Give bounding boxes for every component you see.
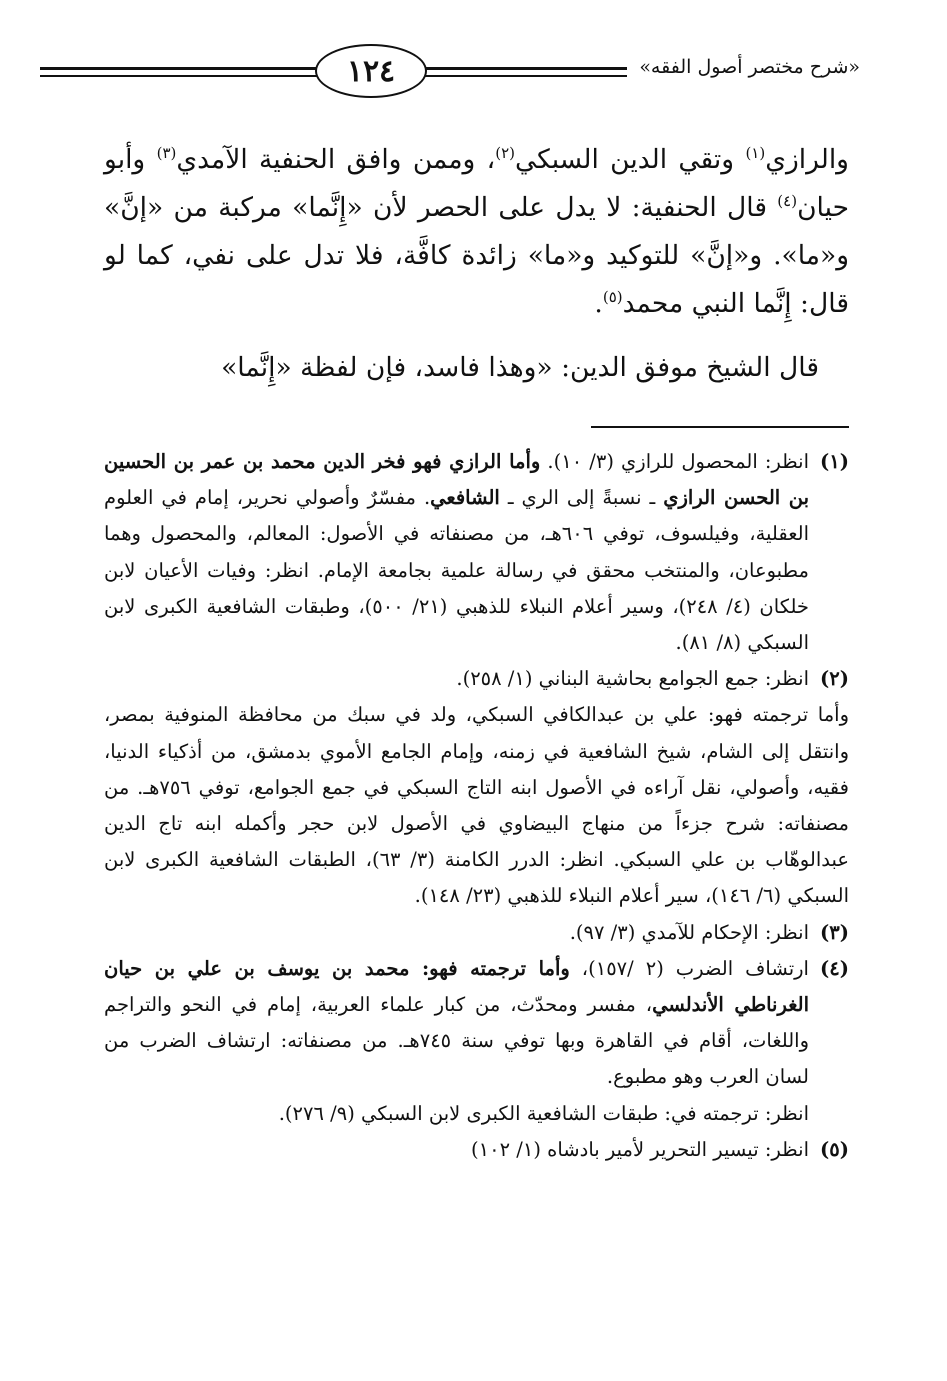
footnote-2 [104,661,849,914]
main-paragraph [104,136,849,328]
footnote-text: انظر: جمع الجوامع بحاشية البناني (١/ ٢٥٨). [456,667,809,691]
main-text [104,136,849,392]
footnote-text: انظر: ترجمته في: طبقات الشافعية الكبرى لابن السبكي (٩/ ٢٧٦). [278,1101,809,1125]
bold-name: وأما ترجمته فهو: [409,956,570,980]
footnote-text: ارتشاف الضرب (٢ /١٥٧)، وأما ترجمته فهو: محمد بن يوسف بن علي بن حيان الغرناطي الأندلسي، مفسر ومحدّث، من كبار علماء العربية، إمام في النحو والتراجم واللغات، أقام في القاهرة وبها توفي سنة ٧٤٥هـ. من مصنفاته: ارتشاف الضرب من لسان العرب وهو مطبوع. [104,956,809,1089]
page-header [40,40,860,100]
footnote-number: (١) [820,450,849,473]
footnote-3 [104,915,849,951]
footnote-ref: (٤) [777,192,798,211]
footnote-number: (٤) [820,956,849,980]
footnote-5 [104,1132,849,1168]
footnote-text: انظر: الإحكام للآمدي (٣/ ٩٧). [569,920,809,944]
footnote-text: انظر: تيسير التحرير لأمير بادشاه (١/ ١٠٢) [471,1137,809,1161]
text-run: وتقي الدين السبكي [515,144,746,175]
footnote-1 [104,444,849,661]
footnote-number: (٥) [820,1137,849,1161]
footnote-text: انظر: المحصول للرازي (٣/ ١٠). وأما الرازي فهو فخر الدين محمد بن عمر بن الحسين بن الحسن الرازي ـ نسبةً إلى الري ـ الشافعي. مفسّرٌ وأصولي نحرير، إمام في العلوم العقلية، وفيلسوف، توفي ٦٠٦هـ، من مصنفاته في الأصول: المعالم، والمحصول وهما مطبوعان، والمنتخب محقق في رسالة علمية بجامعة الإمام. انظر: وفيات الأعيان لابن خلكان (٤/ ٢٤٨)، وسير أعلام النبلاء للذهبي (٢١/ ٥٠٠)، وطبقات الشافعية الكبرى لابن السبكي (٨/ ٨١). [104,450,810,655]
footnote-ref: (٢) [495,144,516,163]
bold-name: وأما الرازي فهو فخر الدين محمد بن عمر بن الحسين بن الحسن الرازي [104,450,809,510]
footnote-ref: (١) [745,144,766,163]
footnote-text: وأما ترجمته فهو: علي بن عبدالكافي السبكي، ولد في سبك من محافظة المنوفية بمصر، وانتقل إلى الشام، شيخ الشافعية في زمنه، وإمام الجامع الأموي بدمشق، من أذكياء الدنيا، فقيه، وأصولي، نقل آراءه في الأصول ابنه التاج السبكي في جمع الجوامع، توفي ٧٥٦هـ. من مصنفاته: شرح جزءاً من منهاج البيضاوي في الأصول لابن حجر وأكمله ابنه تاج الدين عبدالوهّاب بن علي السبكي. انظر: الدرر الكامنة (٣/ ٦٣)، الطبقات الشافعية الكبرى لابن السبكي (٦/ ١٤٦)، سير أعلام النبلاء للذهبي (٢٣/ ١٤٨). [104,703,849,908]
footnote-ref: (٥) [602,288,623,307]
text-run: قال الحنفية: لا يدل على الحصر لأن «إِنَّما» مركبة من «إنَّ» و«ما». و«إنَّ» للتوكيد و«ما» زائدة كافَّة، فلا تدل على نفي، كما لو قال: إِنَّما النبي محمد [104,192,849,319]
footnote-ref: (٣) [156,144,177,163]
footnote-separator [591,426,849,428]
running-title: «شرح مختصر أصول الفقه» [627,56,860,78]
footnote-number: (٣) [820,920,849,944]
footnote-number: (٢) [820,667,849,691]
text-run: ، وممن وافق الحنفية الآمدي [176,144,496,175]
main-paragraph: قال الشيخ موفق الدين: «وهذا فاسد، فإن لفظة «إِنَّما» [221,352,819,383]
footnote-4 [104,951,849,1132]
text-run: والرازي [765,144,849,175]
page-number: ١٢٤ [315,44,427,98]
text-run: . [594,288,603,319]
bold-name: محمد بن يوسف بن علي بن حيان الغرناطي الأندلسي [104,956,809,1017]
text-run: وأبو حيان [104,144,849,223]
footnotes [104,444,849,1168]
bold-name: الشافعي [430,486,500,510]
